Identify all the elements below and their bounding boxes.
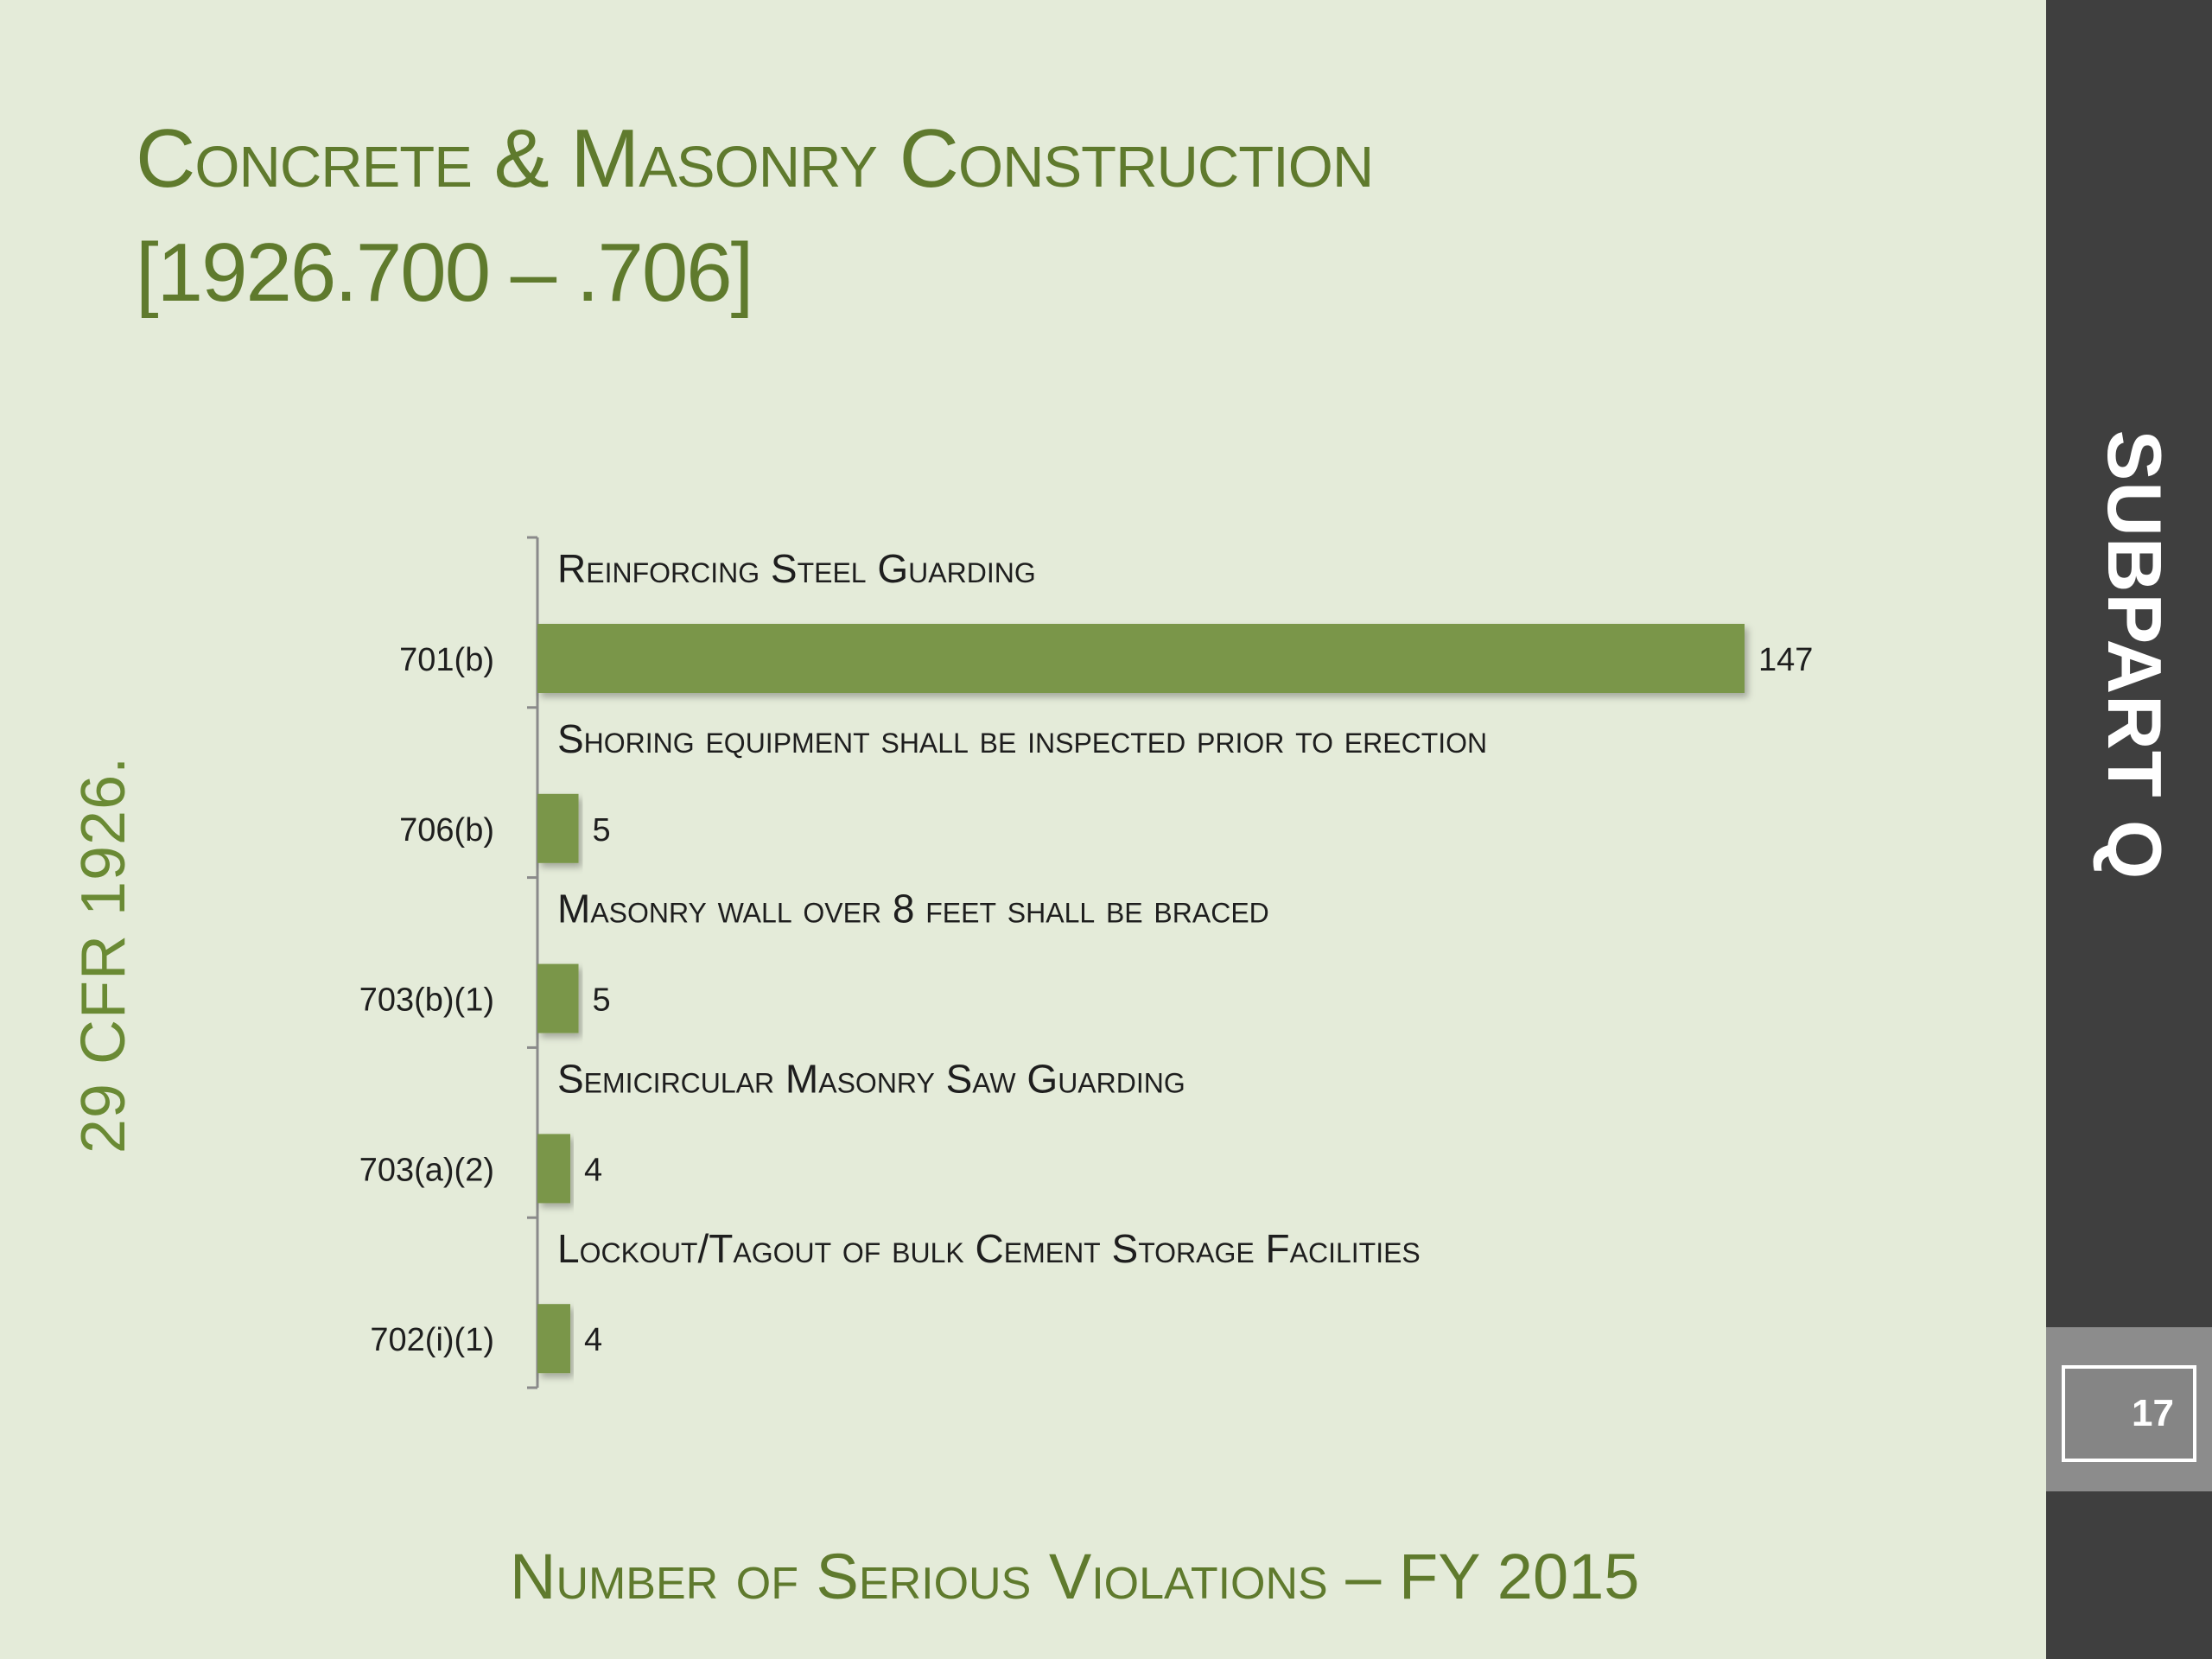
bar-description-label: Lockout/Tagout of bulk Cement Storage Facilities: [557, 1226, 1421, 1272]
y-tick-label: 703(a)(2): [359, 1152, 494, 1189]
y-tick-label: 702(i)(1): [370, 1322, 494, 1359]
bar-description-label: Semicircular Masonry Saw Guarding: [557, 1056, 1185, 1102]
bar-value-label: 5: [592, 811, 611, 849]
bar: [537, 794, 579, 863]
bar-value-label: 5: [592, 982, 611, 1019]
bar-value-label: 4: [584, 1322, 603, 1359]
y-tick-label: 706(b): [399, 811, 494, 849]
title-line-2: [1926.700 – .706]: [136, 226, 753, 319]
page-number: 17: [2062, 1365, 2196, 1462]
bar-value-label: 147: [1758, 642, 1814, 678]
title-line-1: Concrete & Masonry Construction: [136, 112, 1374, 205]
bar: [537, 1304, 570, 1373]
bar-description-label: Masonry wall over 8 feet shall be braced: [557, 886, 1269, 931]
x-axis-title: Number of Serious Violations – FY 2015: [510, 1541, 1640, 1612]
bar-description-label: Shoring equipment shall be inspected prior to erection: [557, 715, 1488, 761]
bar: [537, 964, 579, 1033]
subpart-label: SUBPART Q: [2092, 429, 2177, 880]
bar: [537, 1134, 570, 1203]
y-tick-label: 703(b)(1): [359, 982, 494, 1019]
bar-value-label: 4: [584, 1152, 603, 1189]
bar: [537, 624, 1745, 693]
y-tick-label: 701(b): [399, 642, 494, 678]
cfr-side-label: 29 CFR 1926.: [69, 755, 138, 1154]
bar-description-label: Reinforcing Steel Guarding: [557, 546, 1036, 591]
